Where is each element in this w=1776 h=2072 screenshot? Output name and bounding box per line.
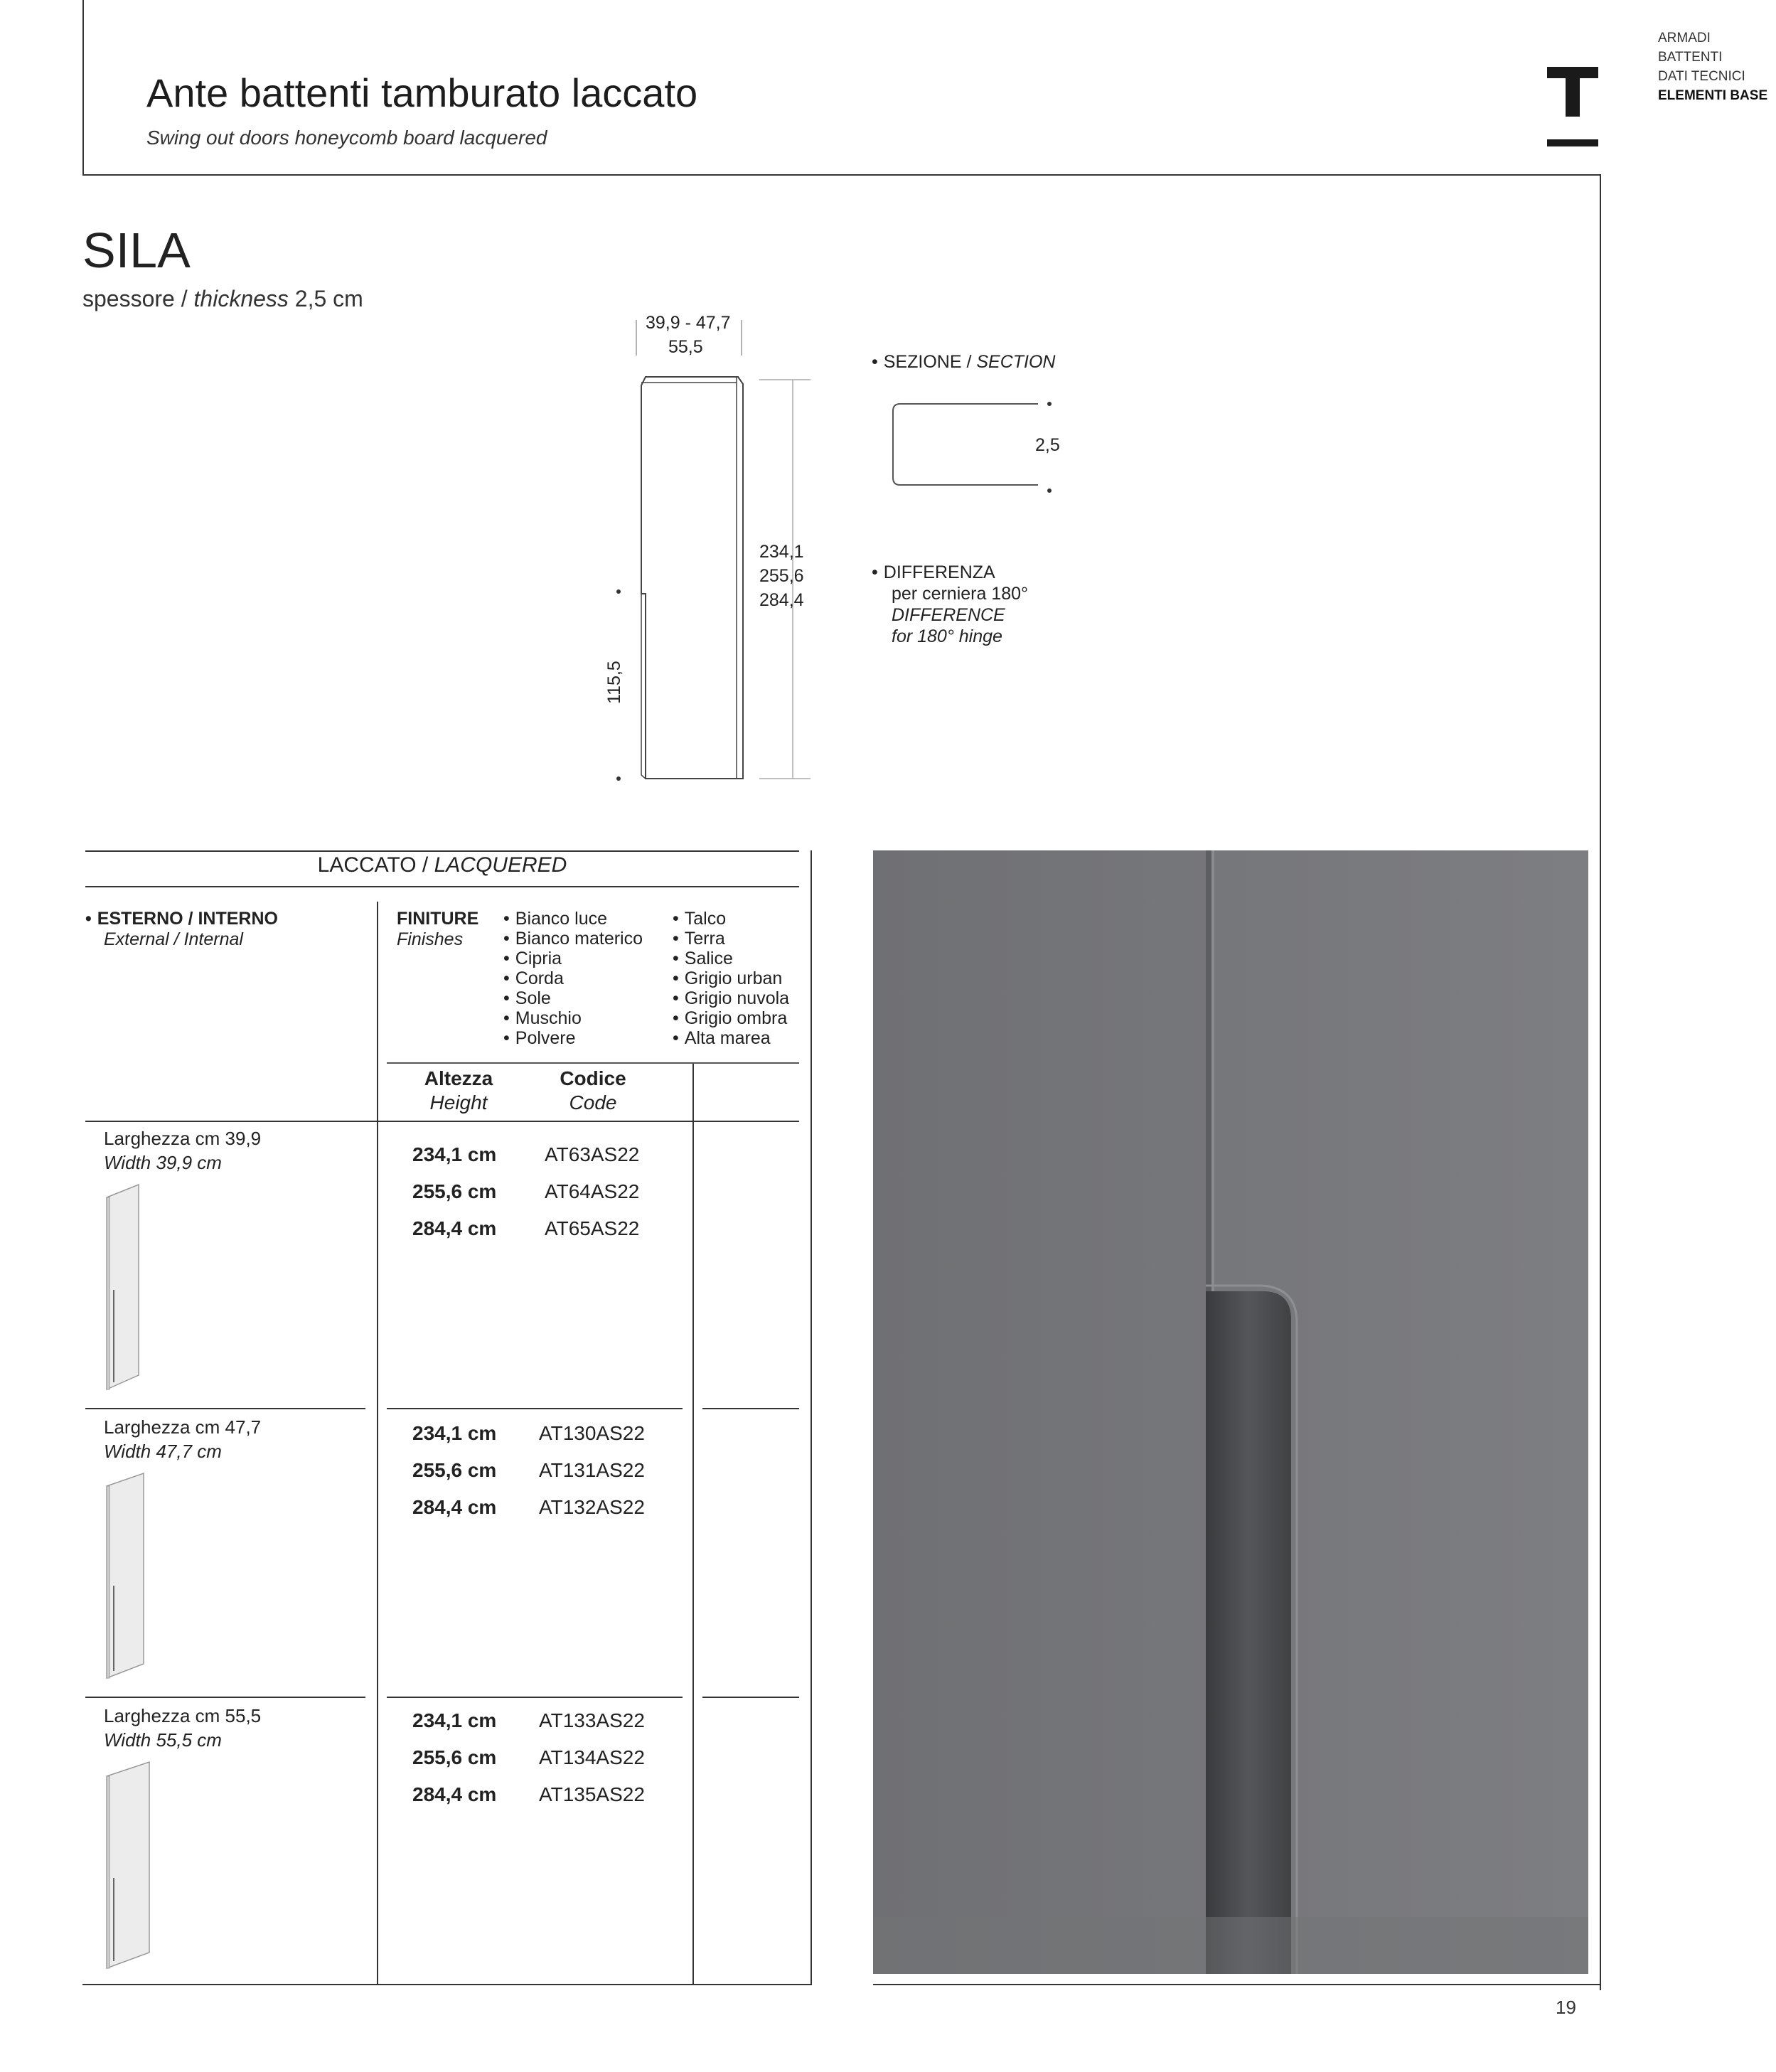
dim-height-1: 234,1 [759, 542, 804, 562]
page-number: 19 [1556, 1997, 1576, 2018]
dim-width-bottom: 55,5 [668, 337, 703, 357]
table-row-code: AT133AS22 [539, 1709, 645, 1731]
table-title-rule [85, 886, 799, 887]
table-row-code: AT65AS22 [545, 1217, 640, 1239]
finishes-bottom-rule [387, 1062, 799, 1064]
finishes-list-2 [673, 909, 789, 1048]
door-photo [873, 850, 1588, 1974]
nav-item-dati-tecnici[interactable]: DATI TECNICI [1658, 69, 1745, 84]
section-logo [1544, 61, 1601, 156]
finiture-label: FINITURE Finishes [397, 909, 479, 949]
finish-item[interactable]: • Polvere [503, 1028, 643, 1048]
table-row-code: AT132AS22 [539, 1496, 645, 1518]
content-right-rule [1600, 174, 1601, 1990]
photo-bottom-rule [873, 1984, 1601, 1985]
page-subtitle: Swing out doors honeycomb board lacquered [146, 127, 547, 149]
product-name: SILA [82, 223, 191, 278]
table-col-divider-2 [692, 1064, 694, 1984]
table-row-code: AT135AS22 [539, 1783, 645, 1805]
table-row-width-1: Larghezza cm 39,9 Width 39,9 cm [104, 1128, 262, 1173]
table-top-rule [85, 850, 799, 852]
table-row-code: AT64AS22 [545, 1180, 640, 1202]
finish-item[interactable]: • Sole [503, 988, 643, 1008]
table-row-height: 234,1 cm [412, 1422, 497, 1444]
header-bottom-table-rule [85, 1121, 799, 1122]
header-bottom-rule [82, 174, 1601, 176]
finish-item[interactable]: • Bianco materico [503, 929, 643, 949]
dim-height-2: 255,6 [759, 566, 804, 586]
table-title: LACCATO / LACQUERED [317, 853, 567, 877]
table-row-width-3: Larghezza cm 55,5 Width 55,5 cm [104, 1705, 262, 1751]
door-thumbnail [100, 1761, 156, 1974]
table-row-height: 284,4 cm [412, 1783, 497, 1805]
section-drawing [889, 395, 1059, 502]
row-divider-2a [85, 1697, 365, 1698]
finish-item[interactable]: • Bianco luce [503, 909, 643, 929]
finish-item[interactable]: • Talco [673, 909, 789, 929]
finish-item[interactable]: • Cipria [503, 949, 643, 968]
table-right-rule [811, 850, 812, 1985]
table-row-width-2: Larghezza cm 47,7 Width 47,7 cm [104, 1416, 262, 1462]
row-divider-1a [85, 1408, 365, 1409]
finish-item[interactable]: • Corda [503, 968, 643, 988]
row-divider-1b [387, 1408, 683, 1409]
dim-handle-height: 115,5 [604, 661, 624, 704]
finish-item[interactable]: • Terra [673, 929, 789, 949]
section-value: 2,5 [1035, 435, 1060, 455]
finish-item[interactable]: • Salice [673, 949, 789, 968]
nav-item-armadi[interactable]: ARMADI [1658, 31, 1711, 46]
finish-item[interactable]: • Grigio urban [673, 968, 789, 988]
finish-item[interactable]: • Grigio nuvola [673, 988, 789, 1008]
table-row-height: 234,1 cm [412, 1709, 497, 1731]
dim-height-3: 284,4 [759, 590, 804, 610]
header-left-rule [82, 0, 84, 176]
table-row-height: 255,6 cm [412, 1459, 497, 1481]
breadcrumb-nav [1658, 28, 1767, 105]
table-row-height: 255,6 cm [412, 1180, 497, 1202]
section-label: • SEZIONE / SECTION [872, 351, 1055, 373]
row-divider-1c [702, 1408, 799, 1409]
esterno-interno-label: • ESTERNO / INTERNO External / Internal [85, 909, 278, 950]
product-thickness: spessore / thickness 2,5 cm [82, 286, 363, 311]
finishes-list-1 [503, 909, 643, 1048]
page-title: Ante battenti tamburato laccato [146, 70, 698, 115]
table-row-height: 255,6 cm [412, 1746, 497, 1768]
dim-width-top: 39,9 - 47,7 [646, 313, 731, 333]
nav-item-elementi-base[interactable]: ELEMENTI BASE [1658, 88, 1768, 103]
col-header-height: Altezza Height [424, 1067, 493, 1114]
nav-item-battenti[interactable]: BATTENTI [1658, 50, 1723, 65]
door-thumbnail [100, 1183, 149, 1397]
finish-item[interactable]: • Alta marea [673, 1028, 789, 1048]
door-thumbnail [100, 1472, 149, 1685]
table-row-height: 234,1 cm [412, 1143, 497, 1165]
table-row-height: 284,4 cm [412, 1217, 497, 1239]
difference-block: • DIFFERENZA per cerniera 180° DIFFERENCE for 180° hinge [872, 562, 1028, 647]
row-divider-2c [702, 1697, 799, 1698]
table-row-height: 284,4 cm [412, 1496, 497, 1518]
col-header-code: Codice Code [560, 1067, 626, 1114]
finish-item[interactable]: • Muschio [503, 1008, 643, 1028]
finish-item[interactable]: • Grigio ombra [673, 1008, 789, 1028]
table-col-divider-1 [377, 902, 378, 1984]
table-row-code: AT134AS22 [539, 1746, 645, 1768]
table-row-code: AT130AS22 [539, 1422, 645, 1444]
table-bottom-rule [82, 1984, 812, 1985]
table-row-code: AT63AS22 [545, 1143, 640, 1165]
row-divider-2b [387, 1697, 683, 1698]
table-row-code: AT131AS22 [539, 1459, 645, 1481]
